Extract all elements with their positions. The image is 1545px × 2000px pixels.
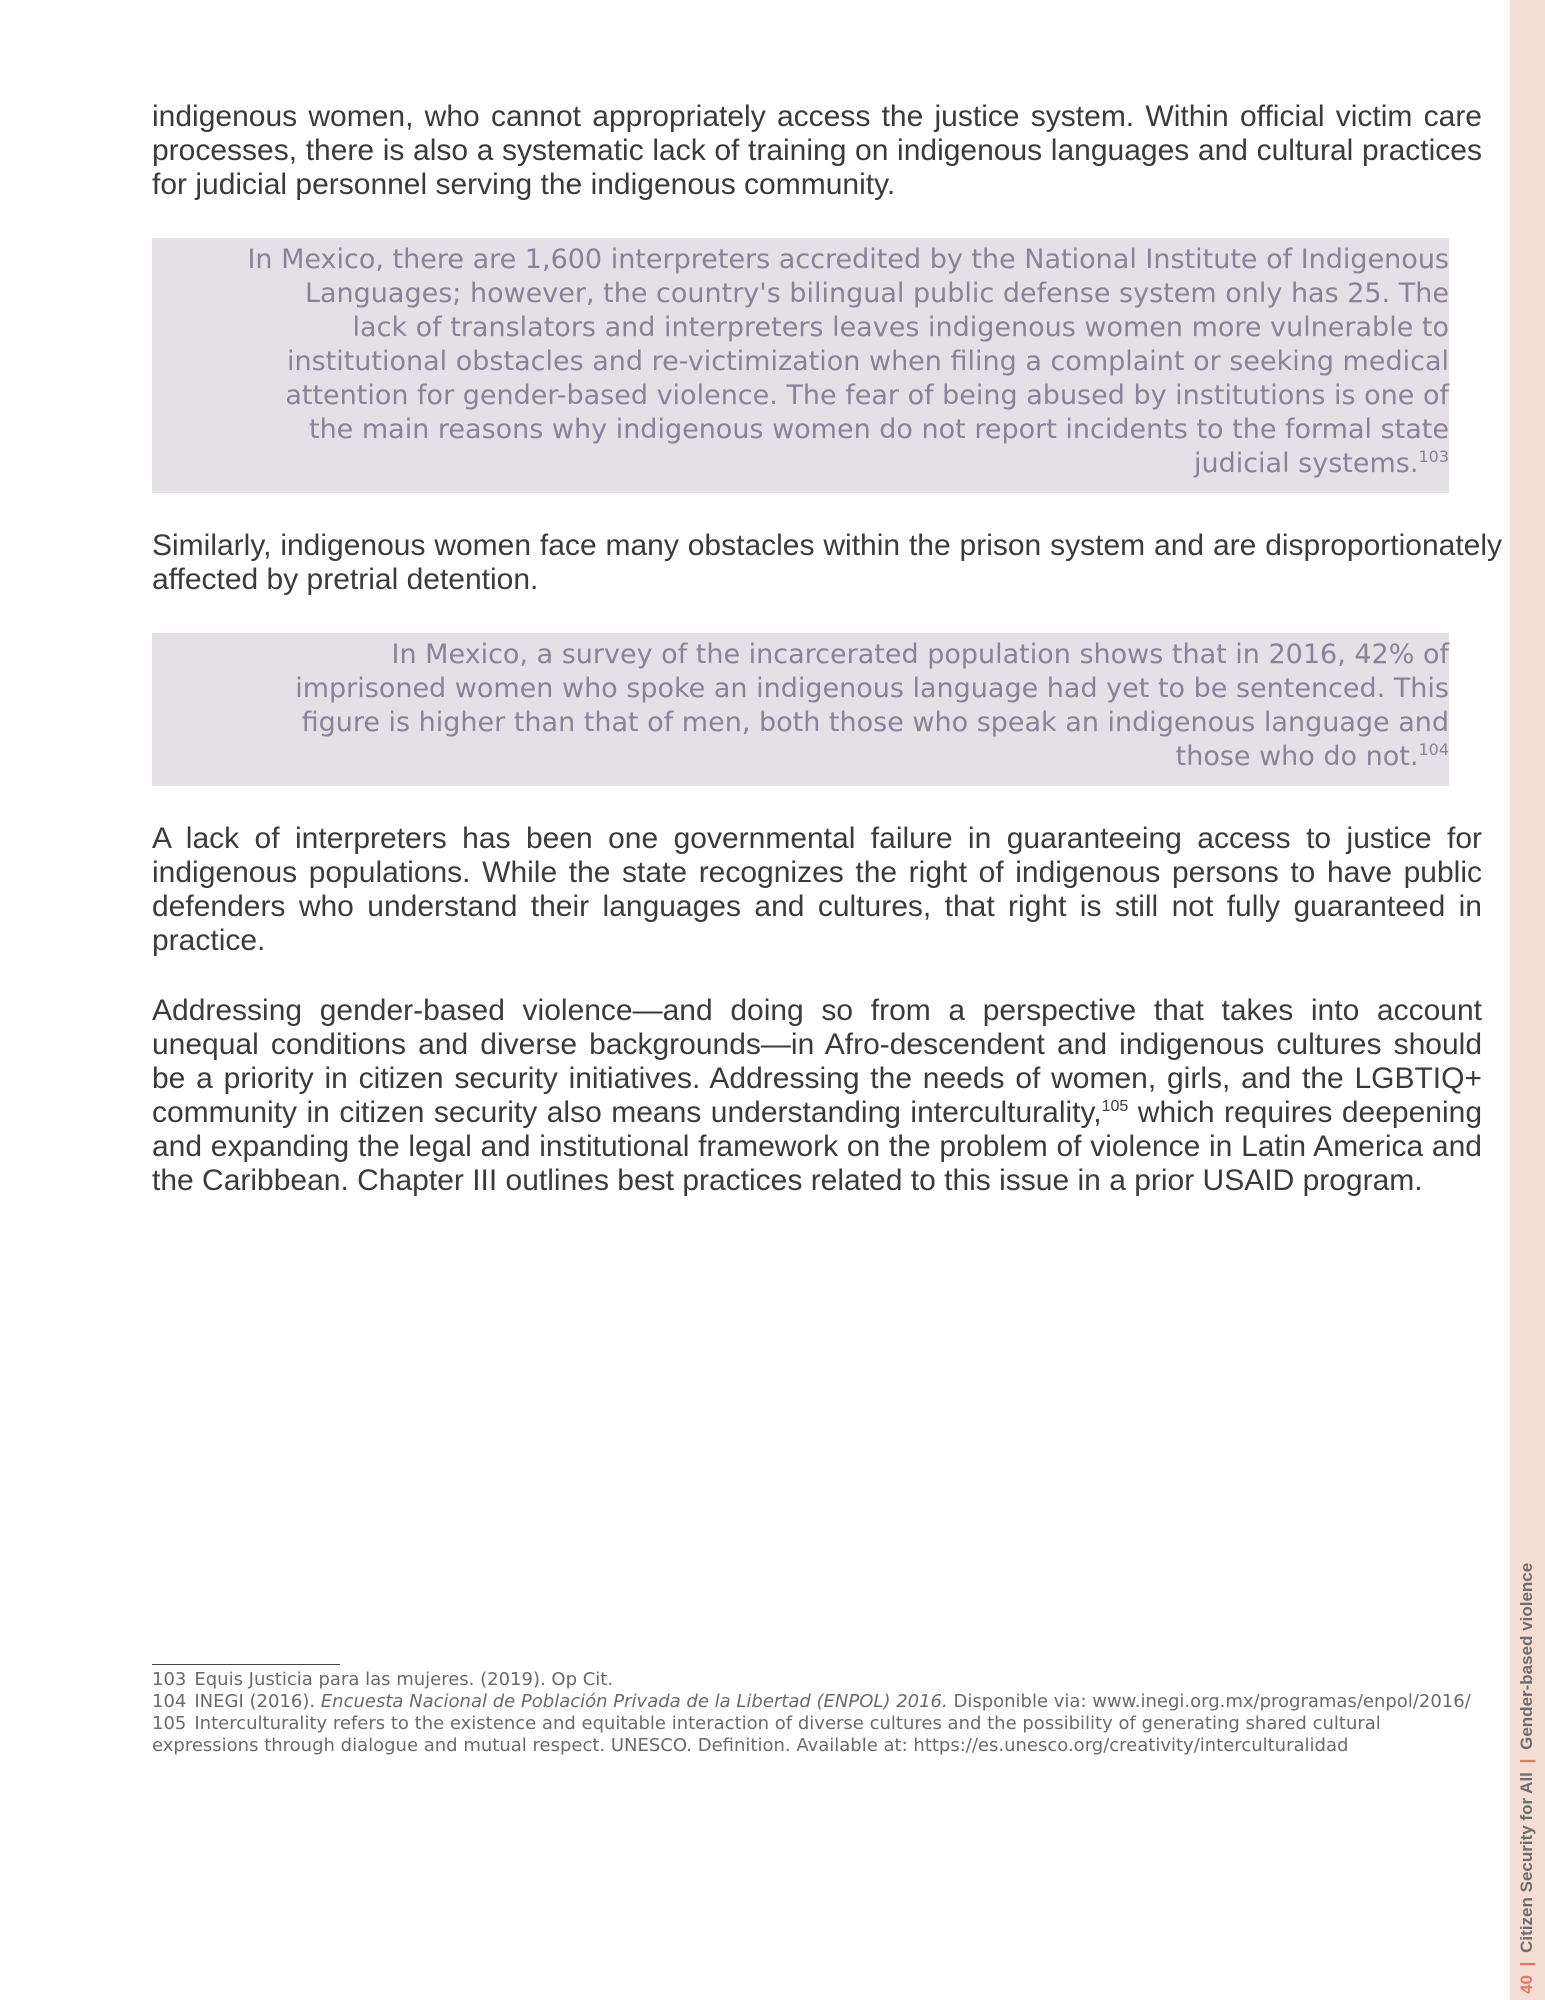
footnote-ref-103[interactable]: 103 (1418, 447, 1449, 466)
separator-pipe: | (1517, 1758, 1536, 1764)
footnote-105 (152, 1713, 1482, 1757)
callout-incarcerated (152, 633, 1449, 786)
section-title: Gender-based violence (1517, 1562, 1536, 1750)
footnote-text-prefix: INEGI (2016). (194, 1691, 321, 1712)
paragraph-gender-violence-part1: Addressing gender-based violence—and doing so from a perspective that takes into account unequal conditions and diverse backgrounds—in Afro-descendent and indigenous cultures should be a priority in citizen security initiatives. Addressing the needs of women, girls, and the LGBTIQ+ community in citizen security also means understanding interculturality, (152, 994, 1482, 1129)
separator-pipe: | (1517, 1961, 1536, 1967)
paragraph-gender-violence-part2: which requires deepening and expanding the legal and institutional framework on the problem of violence in Latin America and the Caribbean. Chapter III outlines best practices related to this issue in a prior USAID program. (152, 1096, 1483, 1197)
page-content (152, 100, 1502, 1198)
footnote-link-text[interactable]: Disponible via: www.inegi.org.mx/programas/enpol/2016/ (947, 1691, 1471, 1712)
footnote-title-italic: Encuesta Nacional de Población Privada de la Libertad (ENPOL) 2016. (320, 1691, 948, 1712)
page-number: 40 (1517, 1975, 1536, 1994)
paragraph-gender-violence (152, 994, 1482, 1198)
footnotes (152, 1664, 1482, 1757)
callout-interpreters-text: In Mexico, there are 1,600 interpreters accredited by the National Institute of Indigenous Languages; however, the country's bilingual public defense system only has 25. The lack of translators and interpreters leaves indigenous women more vulnerable to institutional obstacles and re-victimization when filing a complaint or seeking medical attention for gender-based violence. The fear of being abused by institutions is one of the main reasons why indigenous women do not report incidents to the formal state judicial systems. (247, 244, 1449, 479)
paragraph-prison: Similarly, indigenous women face many obstacles within the prison system and are disproportionately affected by pretrial detention. (152, 529, 1502, 596)
footnote-ref-105[interactable]: 105 (1101, 1098, 1129, 1115)
paragraph-intro: indigenous women, who cannot appropriately access the justice system. Within official victim care processes, there is also a systematic lack of training on indigenous languages and cultural practices for judicial personnel serving the indigenous community. (152, 100, 1482, 201)
callout-interpreters (152, 238, 1449, 493)
footnote-103 (152, 1669, 1482, 1691)
footnote-text: Equis Justicia para las mujeres. (2019). Op Cit. (194, 1669, 614, 1690)
footnote-ref-104[interactable]: 104 (1418, 740, 1449, 759)
footnote-number: 104 (152, 1691, 187, 1712)
paragraph-interpreters: A lack of interpreters has been one governmental failure in guaranteeing access to justice for indigenous populations. While the state recognizes the right of indigenous persons to have public defenders who understand their languages and cultures, that right is still not fully guaranteed in practice. (152, 822, 1482, 957)
running-footer (1512, 1564, 1542, 1994)
footnote-divider (152, 1664, 340, 1665)
callout-incarcerated-text: In Mexico, a survey of the incarcerated population shows that in 2016, 42% of imprisoned women who spoke an indigenous language had yet to be sentenced. This figure is higher than that of men, both those who speak an indigenous language and those who do not. (295, 639, 1449, 772)
footnote-text: Interculturality refers to the existence and equitable interaction of diverse cultures and the possibility of generating shared cultural expressions through dialogue and mutual respect. UNESCO. Definition. Available at: https://es.unesco.org/creativity/interculturalidad (152, 1713, 1381, 1756)
footnote-number: 103 (152, 1669, 187, 1690)
publication-title: Citizen Security for All (1517, 1772, 1536, 1953)
footnote-104 (152, 1691, 1482, 1713)
footnote-number: 105 (152, 1713, 187, 1734)
